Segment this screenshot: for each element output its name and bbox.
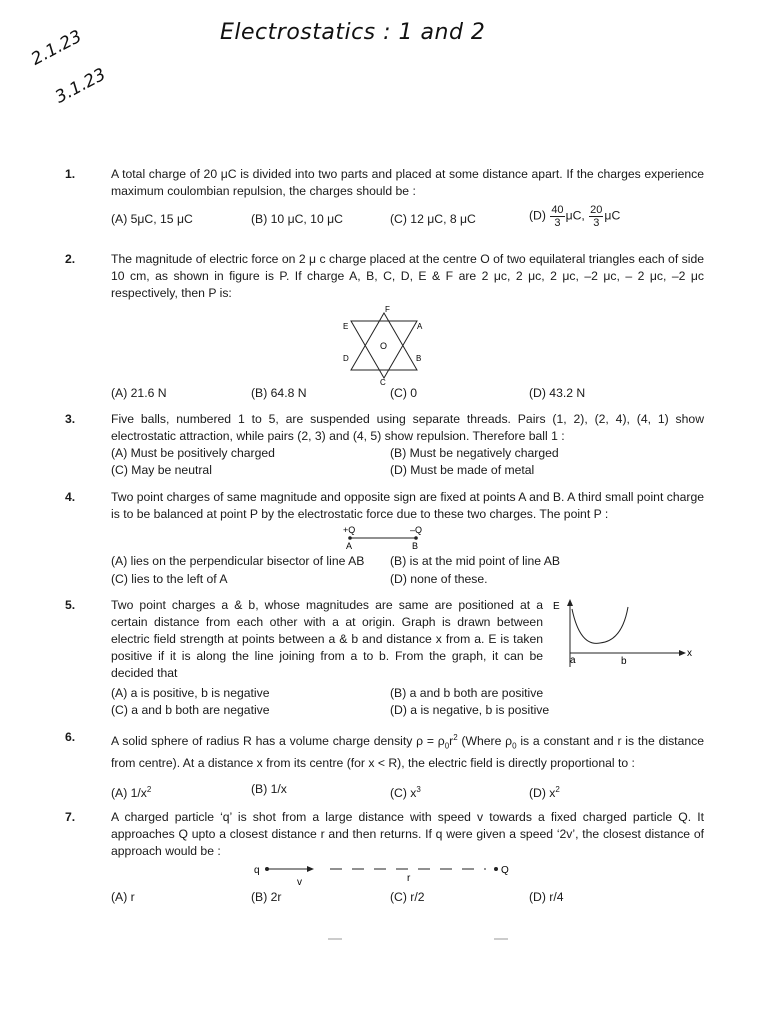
option-a: (A) a is positive, b is negative <box>111 686 270 700</box>
option-a: (A) lies on the perpendicular bisector of line AB <box>111 554 365 568</box>
question-text: A solid sphere of radius R has a volume charge density $\rho = \rho_0r^2$ (Where $\rho_0$ is a constant and r is the distance from centre). At a distance x from its centre (for x < R), the electric field is directly proportional to : <box>111 733 704 770</box>
handwritten-date-2: 3.1.23 <box>52 64 110 108</box>
label-v: v <box>297 877 302 888</box>
question-text: A charged particle ‘q’ is shot from a large distance with speed v towards a fixed charged particle Q. It approaches Q upto a closest distance r and then returns. If q were given a speed ‘2v’, the closest distance of approach would be : <box>111 810 704 858</box>
option-c: (C) 12 μC, 8 μC <box>390 212 476 226</box>
option-d: (D) a is negative, b is positive <box>390 703 550 717</box>
y-axis-arrow <box>567 599 573 606</box>
x-axis-arrow <box>679 650 686 656</box>
unit: μC <box>604 208 621 223</box>
label-d: D <box>343 354 349 363</box>
particle-big-q <box>494 867 498 871</box>
question-text: The magnitude of electric force on 2 μ c charge placed at the centre O of two equilateral triangles each of side 10 cm, as shown in figure is P. If charge A, B, C, D, E & F are 2 μc, 2 μc, 2 μc, –2 μc, – 2 μc, –2 μc respectively, then P is: <box>111 252 704 300</box>
option-c: (C) $x^3$ <box>390 785 421 801</box>
option-c: (C) 0 <box>390 386 418 400</box>
option-d: (D) r/4 <box>529 890 564 904</box>
question-text: Five balls, numbered 1 to 5, are suspended using separate threads. Pairs (1, 2), (2, 4), (4, 1) show electrostatic attraction, while pairs (2, 3) and (4, 5) show repulsion. Therefore ball 1 : <box>111 412 704 443</box>
option-a: (A) r <box>111 890 135 904</box>
label-c: C <box>380 378 386 385</box>
label-plus-q: +Q <box>343 525 356 535</box>
label-b: B <box>412 541 419 551</box>
field-curve <box>572 607 628 643</box>
label-a: A <box>346 541 353 551</box>
option-d: (D) $x^2$ <box>529 785 560 801</box>
option-b: (B) 1/x <box>251 782 287 796</box>
option-b: (B) is at the mid point of line AB <box>390 554 561 568</box>
question-number: 4. <box>65 490 76 504</box>
option-a: (A) Must be positively charged <box>111 446 275 460</box>
label-big-q: Q <box>501 865 509 876</box>
question-text: A total charge of 20 μC is divided into two parts and placed at some distance apart. If the charges experience maximum coulombian repulsion, the charges should be : <box>111 167 704 198</box>
velocity-arrowhead <box>307 866 314 872</box>
label-f: F <box>385 305 390 314</box>
option-c: (C) lies to the left of A <box>111 572 228 586</box>
label-x: x <box>687 648 692 659</box>
charges-ab-figure <box>338 524 438 552</box>
hexagram-figure <box>338 305 430 385</box>
label-a: a <box>570 655 576 666</box>
label-e: E <box>553 601 560 612</box>
field-graph <box>548 597 698 669</box>
question-number: 3. <box>65 412 76 426</box>
option-a: (A) 5μC, 15 μC <box>111 212 193 226</box>
question-number: 6. <box>65 730 76 744</box>
label-o: O <box>380 341 388 351</box>
question-number: 1. <box>65 167 76 181</box>
option-d-label: (D) <box>529 208 546 223</box>
scan-smudge <box>328 938 342 940</box>
option-c: (C) r/2 <box>390 890 425 904</box>
label-b: b <box>621 656 627 667</box>
fraction-40-3: $\frac{40}{3}$ <box>551 204 564 229</box>
unit: μC, <box>565 208 585 223</box>
option-d: (D) Must be made of metal <box>390 463 535 477</box>
option-b: (B) Must be negatively charged <box>390 446 559 460</box>
option-b: (B) 10 μC, 10 μC <box>251 212 343 226</box>
option-a: (A) 21.6 N <box>111 386 167 400</box>
label-a: A <box>417 322 423 331</box>
handwritten-title: Electrostatics : 1 and 2 <box>220 20 486 45</box>
scan-smudge <box>494 938 508 940</box>
handwritten-date-1: 2.1.23 <box>28 26 86 70</box>
option-c: (C) a and b both are negative <box>111 703 270 717</box>
option-a: (A) $1/x^2$ <box>111 785 152 801</box>
label-b: B <box>416 354 422 363</box>
option-c: (C) May be neutral <box>111 463 212 477</box>
option-d: (D) none of these. <box>390 572 488 586</box>
question-text: Two point charges of same magnitude and opposite sign are fixed at points A and B. A third small point charge is to be balanced at point P by the electrostatic force due to these two charges. The point P : <box>111 490 704 521</box>
option-d: (D) 43.2 N <box>529 386 586 400</box>
question-number: 5. <box>65 598 76 612</box>
option-b: (B) a and b both are positive <box>390 686 544 700</box>
label-minus-q: –Q <box>410 525 423 535</box>
closest-approach-figure <box>250 861 520 889</box>
option-d <box>529 204 620 229</box>
label-e: E <box>343 322 349 331</box>
question-number: 2. <box>65 252 76 266</box>
label-q: q <box>254 865 260 876</box>
point-a <box>348 536 352 540</box>
point-b <box>414 536 418 540</box>
question-number: 7. <box>65 810 76 824</box>
option-b: (B) 64.8 N <box>251 386 307 400</box>
label-r: r <box>407 873 411 884</box>
fraction-20-3: $\frac{20}{3}$ <box>590 204 603 229</box>
question-text: Two point charges a & b, whose magnitudes are same are positioned at a certain distance from each other with a at origin. Graph is drawn between electric field strength at points between a & b and distance x from a. E is taken positive if it is along the line joining from a to b. From the graph, it can be decided that <box>111 598 543 680</box>
option-b: (B) 2r <box>251 890 282 904</box>
